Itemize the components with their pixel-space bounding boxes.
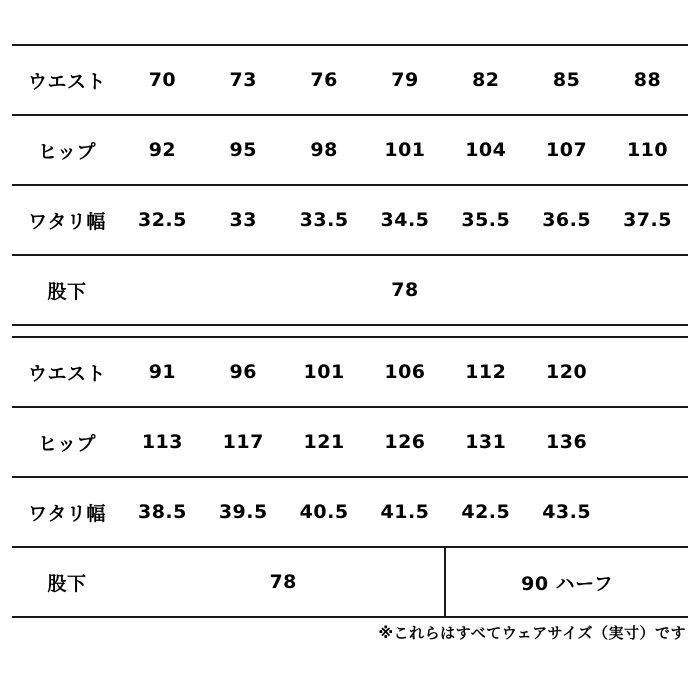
table-cell: 32.5 <box>122 185 203 255</box>
table-cell: 104 <box>445 115 526 185</box>
table-cell: 78 <box>122 255 688 325</box>
table-cell: 36.5 <box>526 185 607 255</box>
table-cell: 110 <box>607 115 688 185</box>
table-cell: 131 <box>445 407 526 477</box>
row-label: ヒップ <box>12 115 122 185</box>
table-row <box>12 185 688 255</box>
row-label: ウエスト <box>12 337 122 407</box>
table-row <box>12 477 688 547</box>
row-label: 股下 <box>12 255 122 325</box>
table-cell: 79 <box>365 45 446 115</box>
table-cell: 120 <box>526 337 607 407</box>
table-cell-empty <box>607 407 688 477</box>
table-cell: 91 <box>122 337 203 407</box>
table-row <box>12 337 688 407</box>
table-cell: 73 <box>203 45 284 115</box>
table-cell: 40.5 <box>284 477 365 547</box>
table-cell: 88 <box>607 45 688 115</box>
row-label: ワタリ幅 <box>12 477 122 547</box>
table-cell: 117 <box>203 407 284 477</box>
table-cell: 34.5 <box>365 185 446 255</box>
size-table-container <box>12 44 688 618</box>
table-cell: 96 <box>203 337 284 407</box>
table-cell: 121 <box>284 407 365 477</box>
table-cell-empty <box>607 477 688 547</box>
table-cell: 98 <box>284 115 365 185</box>
table-cell: 95 <box>203 115 284 185</box>
table-cell: 33.5 <box>284 185 365 255</box>
table-cell: 78 <box>122 547 445 617</box>
table-row <box>12 547 688 617</box>
table-cell: 82 <box>445 45 526 115</box>
table-cell: 107 <box>526 115 607 185</box>
table-cell: 136 <box>526 407 607 477</box>
table-cell: 35.5 <box>445 185 526 255</box>
row-label: ワタリ幅 <box>12 185 122 255</box>
table-cell: 106 <box>365 337 446 407</box>
table-cell: 112 <box>445 337 526 407</box>
section-divider <box>12 325 688 337</box>
table-cell: 42.5 <box>445 477 526 547</box>
table-row <box>12 407 688 477</box>
table-cell: 92 <box>122 115 203 185</box>
divider-cell <box>12 325 688 337</box>
table-cell: 33 <box>203 185 284 255</box>
table-cell: 126 <box>365 407 446 477</box>
table-cell: 113 <box>122 407 203 477</box>
table-cell-empty <box>607 337 688 407</box>
row-label: ウエスト <box>12 45 122 115</box>
table-cell: 85 <box>526 45 607 115</box>
table-row <box>12 255 688 325</box>
row-label: 股下 <box>12 547 122 617</box>
table-cell: 38.5 <box>122 477 203 547</box>
table-row <box>12 45 688 115</box>
table-cell: 101 <box>365 115 446 185</box>
table-cell: 41.5 <box>365 477 446 547</box>
size-table <box>12 44 688 618</box>
table-cell: 101 <box>284 337 365 407</box>
table-cell: 37.5 <box>607 185 688 255</box>
table-row <box>12 115 688 185</box>
table-cell: 76 <box>284 45 365 115</box>
table-cell: 39.5 <box>203 477 284 547</box>
table-cell: 70 <box>122 45 203 115</box>
table-cell: 90 ハーフ <box>445 547 688 617</box>
row-label: ヒップ <box>12 407 122 477</box>
size-note: ※これらはすべてウェアサイズ（実寸）です <box>378 624 686 642</box>
table-cell: 43.5 <box>526 477 607 547</box>
